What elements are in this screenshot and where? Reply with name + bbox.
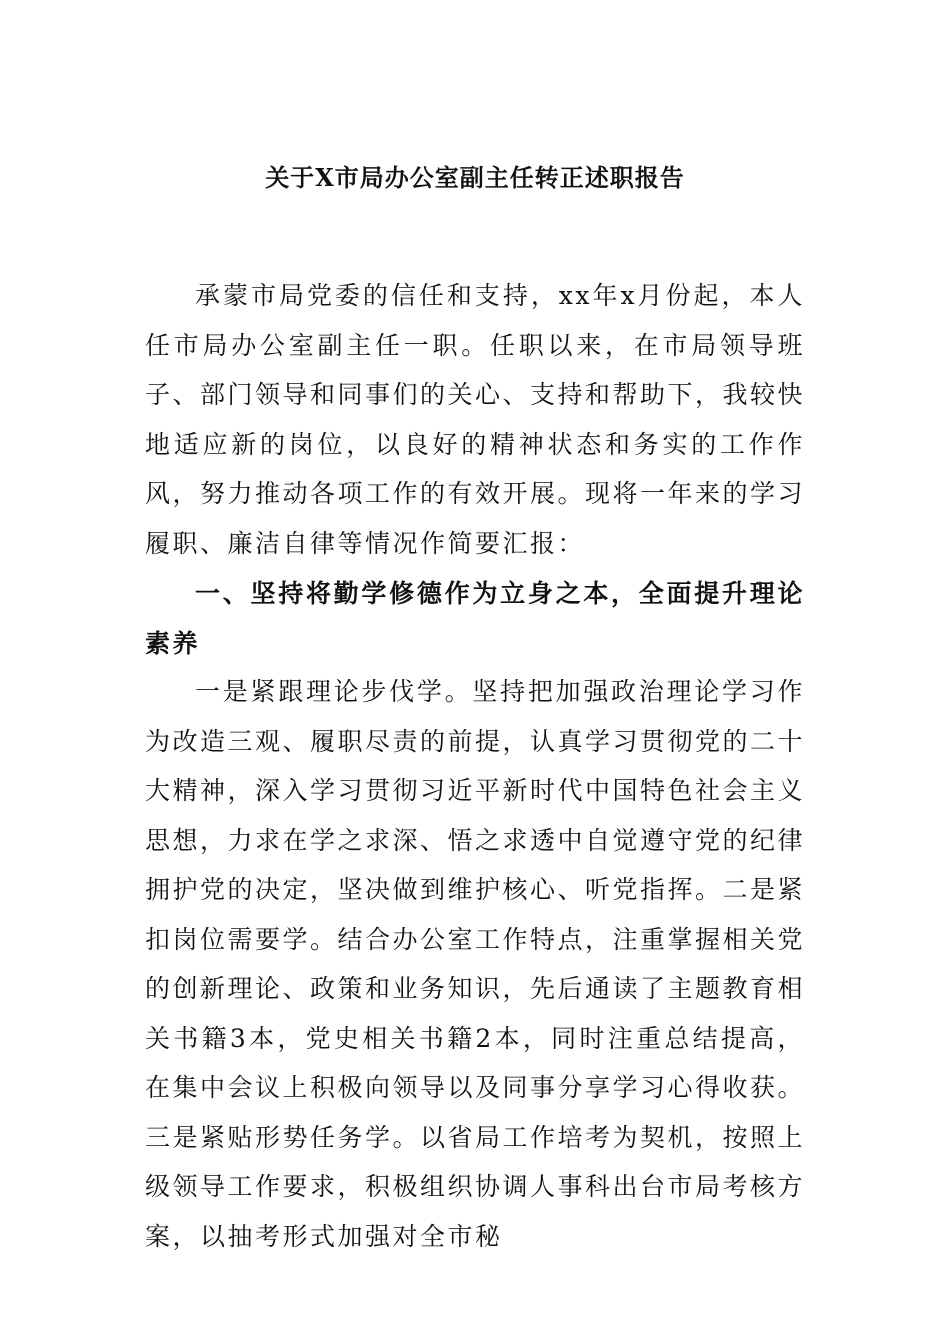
intro-paragraph: 承蒙市局党委的信任和支持，xx年x月份起，本人任市局办公室副主任一职。任职以来，在市局领导班子、部门领导和同事们的关心、支持和帮助下，我较快地适应新的岗位，以良好的精神状态和务实的工作作风，努力推动各项工作的有效开展。现将一年来的学习履职、廉洁自律等情况作简要汇报：: [145, 281, 806, 558]
section-heading-1: 一、坚持将勤学修德作为立身之本，全面提升理论素养: [145, 579, 805, 658]
document-title: 关于X市局办公室副主任转正述职报告: [265, 163, 685, 192]
section-1-paragraph: 一是紧跟理论步伐学。坚持把加强政治理论学习作为改造三观、履职尽责的前提，认真学习贯彻党的二十大精神，深入学习贯彻习近平新时代中国特色社会主义思想，力求在学之求深、悟之求透中自觉遵守党的纪律拥护党的决定，坚决做到维护核心、听党指挥。二是紧扣岗位需要学。结合办公室工作特点，注重掌握相关党的创新理论、政策和业务知识，先后通读了主题教育相关书籍3本，党史相关书籍2本，同时注重总结提高，在集中会议上积极向领导以及同事分享学习心得收获。三是紧贴形势任务学。以省局工作培考为契机，按照上级领导工作要求，积极组织协调人事科出台市局考核方案，以抽考形式加强对全市秘: [145, 677, 806, 1251]
